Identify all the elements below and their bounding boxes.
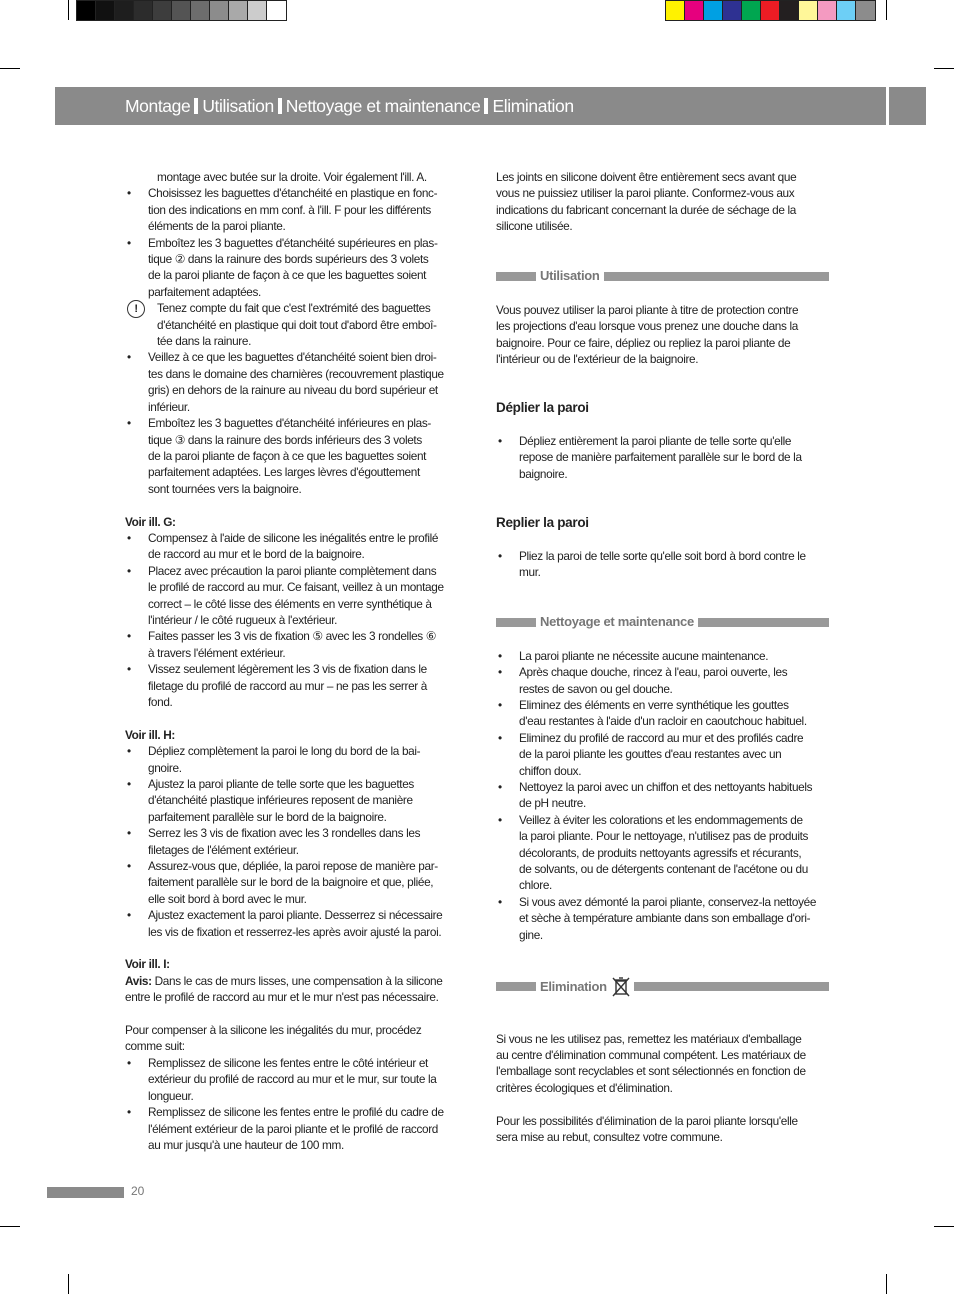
text-line: parfaitement adaptées. Les larges lèvres d'égouttement: [148, 465, 420, 480]
color-swatch: [856, 1, 875, 20]
text-line: • Remplissez de silicone les fentes entre le côté intérieur et: [148, 1055, 428, 1070]
text-line: Les joints en silicone doivent être entièrement secs avant que: [496, 170, 797, 184]
color-swatch: [248, 1, 267, 20]
crop-mark: [68, 1274, 69, 1294]
crop-mark: [0, 68, 20, 69]
color-swatch: [799, 1, 818, 20]
text-line: le profilé de raccord au mur. Ce faisant, veillez à un montage: [148, 580, 444, 595]
section-rule: [634, 982, 829, 991]
text-line: l'emballage sont recyclables et sont sélectionnés en fonction de: [496, 1064, 806, 1079]
color-swatch: [134, 1, 153, 20]
color-swatch: [77, 1, 96, 20]
list-item: [496, 894, 829, 943]
list-item: [496, 697, 829, 730]
text-line: Vous pouvez utiliser la paroi pliante à titre de protection contre: [496, 302, 799, 317]
text-line: de la paroi pliante de façon à ce que les baguettes soient: [148, 268, 427, 283]
color-swatch: [172, 1, 191, 20]
section-rule: [496, 982, 536, 991]
crop-mark: [934, 68, 954, 69]
color-swatch: [153, 1, 172, 20]
list-item: [125, 661, 460, 710]
text-line: et sèche à température ambiante dans son emballage d'ori-: [519, 911, 811, 926]
list-item: [496, 548, 829, 581]
text-line: fond.: [148, 694, 173, 709]
text-line: • Ajustez la paroi pliante de telle sorte que les baguettes: [148, 777, 414, 791]
crop-mark: [0, 1226, 20, 1227]
text-line: d'eau restantes à l'aide d'un racloir en caoutchouc habituel.: [519, 714, 807, 729]
color-swatch: [761, 1, 780, 20]
avis-paragraph: [125, 973, 460, 1006]
text-line: tes dans le domaine des charnières (recouvrement plastique: [148, 366, 444, 381]
list-item: [496, 812, 829, 894]
text-line: l'intérieur ou de l'extérieur de la baignoire.: [496, 352, 699, 367]
crop-mark: [68, 0, 69, 20]
text-line: • Après chaque douche, rincez à l'eau, paroi ouverte, les: [519, 665, 788, 680]
section-header-nettoyage: [496, 613, 829, 631]
section-header-elimination: [496, 976, 829, 998]
continued-text: montage avec butée sur la droite. Voir également l'ill. A.: [157, 170, 427, 184]
avis-text-line: entre le profilé de raccord au mur et le mur n'est pas nécessaire.: [125, 990, 439, 1005]
list-item: [125, 858, 460, 907]
text-line: • Eliminez des éléments en verre synthétique les gouttes: [519, 698, 789, 712]
text-line: décolorants, de produits nettoyants agressifs et récurants,: [519, 845, 802, 860]
color-swatch: [723, 1, 742, 20]
section-rule: [496, 618, 536, 627]
text-line: • Serrez les 3 vis de fixation avec les 3 rondelles dans les: [148, 826, 421, 841]
footer-bar: [47, 1187, 124, 1198]
text-line: correct – le côté lisse des éléments en verre synthétique à: [148, 596, 432, 611]
color-swatch: [685, 1, 704, 20]
text-line: • Eliminez du profilé de raccord au mur et des profilés cadre: [519, 730, 804, 745]
warning-text: [157, 300, 460, 349]
warning-icon: !: [127, 300, 145, 318]
text-line: Pour les possibilités d'élimination de la paroi pliante lorsqu'elle: [496, 1113, 798, 1128]
text-line: indications du fabricant concernant la durée de séchage de la: [496, 202, 797, 217]
header-section-utilisation: Utilisation: [202, 96, 274, 116]
paragraph: [125, 1022, 460, 1055]
text-line: éléments de la paroi pliante.: [148, 219, 286, 234]
text-line: • Placez avec précaution la paroi pliante complètement dans: [148, 563, 437, 578]
text-line: à travers l'élément extérieur.: [148, 645, 286, 660]
warning-note: [125, 300, 460, 349]
color-swatch: [742, 1, 761, 20]
text-line: de pH neutre.: [519, 796, 586, 811]
text-line: sera mise au rebut, consultez votre commune.: [496, 1130, 723, 1145]
text-line: tique ③ dans la rainure des bords inférieurs des 3 volets: [148, 432, 422, 447]
paragraph: [496, 302, 829, 368]
text-line: critères écologiques et d'élimination.: [496, 1080, 673, 1095]
paragraph: [496, 169, 829, 235]
text-line: • Dépliez entièrement la paroi pliante de telle sorte qu'elle: [519, 434, 792, 448]
color-calibration-bar: [665, 0, 876, 21]
text-line: d'étanchéité en plastique qui doit tout d'abord être emboî-: [157, 317, 437, 332]
header-separator: [484, 98, 488, 114]
text-line: gris) en dehors de la rainure au niveau du bord supérieur et: [148, 383, 438, 398]
crop-mark: [886, 1274, 887, 1294]
crop-mark: [886, 0, 887, 20]
text-line: les projections d'eau lorsque vous prenez une douche dans la: [496, 319, 798, 334]
text-line: la paroi pliante. Pour le nettoyage, n'utilisez pas de produits: [519, 829, 809, 844]
page-number: 20: [131, 1184, 145, 1198]
list-item: [125, 185, 460, 234]
text-line: silicone utilisée.: [496, 219, 573, 234]
header-tab: [886, 87, 926, 125]
list-item: [125, 776, 460, 825]
color-swatch: [780, 1, 799, 20]
list-item: [496, 664, 829, 697]
color-swatch: [818, 1, 837, 20]
text-line: • Pliez la paroi de telle sorte qu'elle soit bord à bord contre le: [519, 548, 806, 563]
color-swatch: [704, 1, 723, 20]
text-line: gine.: [519, 927, 543, 942]
color-swatch: [191, 1, 210, 20]
subheading-deplier: Déplier la paroi: [496, 400, 589, 416]
list-item: [125, 1104, 460, 1153]
text-line: restes de savon ou gel douche.: [519, 681, 673, 696]
text-line: elle soit bord à bord avec le mur.: [148, 891, 307, 906]
text-line: baignoire. Pour ce faire, dépliez ou repliez la paroi pliante de: [496, 335, 791, 350]
text-line: de solvants, ou de détergents contenant de l'acétone ou du: [519, 862, 808, 877]
text-line: parfaitement parallèle sur le bord de la baignoire.: [148, 809, 387, 824]
text-line: • Si vous avez démonté la paroi pliante, conservez-la nettoyée: [519, 894, 817, 909]
list-item: [125, 530, 460, 563]
list-item: [125, 907, 460, 940]
text-line: • Emboîtez les 3 baguettes d'étanchéité inférieures en plas-: [148, 416, 431, 431]
text-line: de la paroi pliante les gouttes d'eau restantes avec un: [519, 747, 782, 762]
color-swatch: [96, 1, 115, 20]
list-item: [496, 648, 829, 664]
paragraph: [496, 1113, 829, 1146]
list-item: [125, 415, 460, 497]
subheading-replier: Replier la paroi: [496, 515, 589, 530]
text-line: chlore.: [519, 878, 552, 893]
header-title: [125, 96, 574, 117]
list-item: [496, 433, 829, 482]
list-item: [125, 349, 460, 415]
text-line: repose de manière parfaitement parallèle sur le bord de la: [519, 450, 802, 465]
section-title: Nettoyage et maintenance: [540, 614, 694, 630]
list-item: [496, 779, 829, 812]
color-swatch: [267, 1, 286, 20]
text-line: • Veillez à éviter les colorations et les endommagements de: [519, 812, 803, 827]
section-rule: [496, 272, 536, 281]
section-heading-ill-g: Voir ill. G:: [125, 514, 176, 529]
header-section-elimination: Elimination: [492, 96, 574, 116]
list-item: [125, 743, 460, 776]
text-line: les vis de fixation et resserrez-les après avoir ajusté la paroi.: [148, 924, 442, 939]
text-line: • La paroi pliante ne nécessite aucune maintenance.: [519, 648, 769, 663]
list-item: [125, 1055, 460, 1104]
text-line: au centre d'élimination communal compétent. Les matériaux de: [496, 1048, 806, 1063]
text-line: • Nettoyez la paroi avec un chiffon et des nettoyants habituels: [519, 780, 813, 795]
text-line: longueur.: [148, 1088, 194, 1103]
avis-label: Avis:: [125, 973, 152, 988]
text-line: comme suit:: [125, 1039, 185, 1054]
text-line: inférieur.: [148, 399, 190, 414]
text-line: gnoire.: [148, 760, 182, 775]
text-line: tion des indications en mm conf. à l'ill. F pour les différents: [148, 202, 431, 217]
crop-mark: [934, 1226, 954, 1227]
text-line: filetages de l'élément extérieur.: [148, 842, 299, 857]
text-line: Si vous ne les utilisez pas, remettez les matériaux d'emballage: [496, 1031, 802, 1046]
list-item: [496, 730, 829, 779]
text-line: vous ne puissiez utiliser la paroi pliante. Conformez-vous aux: [496, 186, 795, 201]
text-line: • Assurez-vous que, dépliée, la paroi repose de manière par-: [148, 859, 438, 874]
section-rule: [698, 618, 829, 627]
list-item: [125, 825, 460, 858]
section-title: Utilisation: [540, 268, 600, 284]
text-line: au mur jusqu'à une hauteur de 100 mm.: [148, 1137, 344, 1152]
color-swatch: [115, 1, 134, 20]
text-line: • Compensez à l'aide de silicone les inégalités entre le profilé: [148, 530, 439, 545]
text-line: baignoire.: [519, 466, 568, 481]
paragraph: [496, 1031, 829, 1097]
text-line: l'élément extérieur de la paroi pliante et le profilé de raccord: [148, 1121, 439, 1136]
text-line: parfaitement adaptées.: [148, 284, 261, 299]
text-line: faitement parallèle sur le bord de la baignoire et que, pliée,: [148, 875, 434, 890]
crossed-bin-icon: [612, 976, 630, 998]
text-line: mur.: [519, 565, 541, 580]
text-line: • Faites passer les 3 vis de fixation ⑤ avec les 3 rondelles ⑥: [148, 629, 437, 644]
section-heading-ill-i: Voir ill. I:: [125, 957, 170, 972]
text-line: • Remplissez de silicone les fentes entre le profilé du cadre de: [148, 1105, 444, 1120]
text-line: de raccord au mur et le bord de la baignoire.: [148, 547, 365, 562]
text-line: filetage du profilé de raccord au mur – ne pas les serrer à: [148, 678, 428, 693]
header-section-nettoyage: Nettoyage et maintenance: [285, 96, 481, 116]
color-swatch: [229, 1, 248, 20]
avis-text-line: Dans le cas de murs lisses, une compensation à la silicone: [151, 973, 443, 988]
section-heading-ill-h: Voir ill. H:: [125, 727, 175, 742]
text-line: extérieur du profilé de raccord au mur et le mur, sur toute la: [148, 1072, 437, 1087]
header-separator: [194, 98, 198, 114]
text-line: tique ② dans la rainure des bords supérieurs des 3 volets: [148, 252, 429, 267]
section-title: Elimination: [540, 978, 607, 994]
text-line: l'intérieur / le côté rugueux à l'extérieur.: [148, 612, 338, 627]
text-line: chiffon doux.: [519, 763, 582, 778]
list-item: [125, 235, 460, 301]
text-line: Tenez compte du fait que c'est l'extrémité des baguettes: [157, 301, 431, 316]
text-line: • Vissez seulement légèrement les 3 vis de fixation dans le: [148, 662, 427, 677]
text-line: • Choisissez les baguettes d'étanchéité en plastique en fonc-: [148, 186, 438, 201]
list-item: [125, 628, 460, 661]
text-line: • Emboîtez les 3 baguettes d'étanchéité supérieures en plas-: [148, 235, 438, 250]
text-line: sont tournées vers la baignoire.: [148, 481, 302, 496]
text-line: de la paroi pliante de façon à ce que les baguettes soient: [148, 448, 427, 463]
header-separator: [278, 98, 282, 114]
header-section-montage: Montage: [125, 96, 191, 116]
color-swatch: [837, 1, 856, 20]
left-column: [125, 169, 460, 1153]
right-column: [496, 169, 829, 1145]
text-line: • Veillez à ce que les baguettes d'étanchéité soient bien droi-: [148, 350, 437, 365]
grey-calibration-bar: [76, 0, 287, 21]
text-line: tée dans la rainure.: [157, 334, 251, 349]
text-line: d'étanchéité plastique inférieures reposent de manière: [148, 793, 413, 808]
section-header-utilisation: [496, 267, 829, 285]
text-line: • Ajustez exactement la paroi pliante. Desserrez si nécessaire: [148, 908, 443, 923]
color-swatch: [666, 1, 685, 20]
text-line: • Dépliez complètement la paroi le long du bord de la bai-: [148, 744, 421, 759]
list-item: [125, 563, 460, 629]
color-swatch: [210, 1, 229, 20]
text-line: Pour compenser à la silicone les inégalités du mur, procédez: [125, 1023, 422, 1038]
section-rule: [604, 272, 829, 281]
